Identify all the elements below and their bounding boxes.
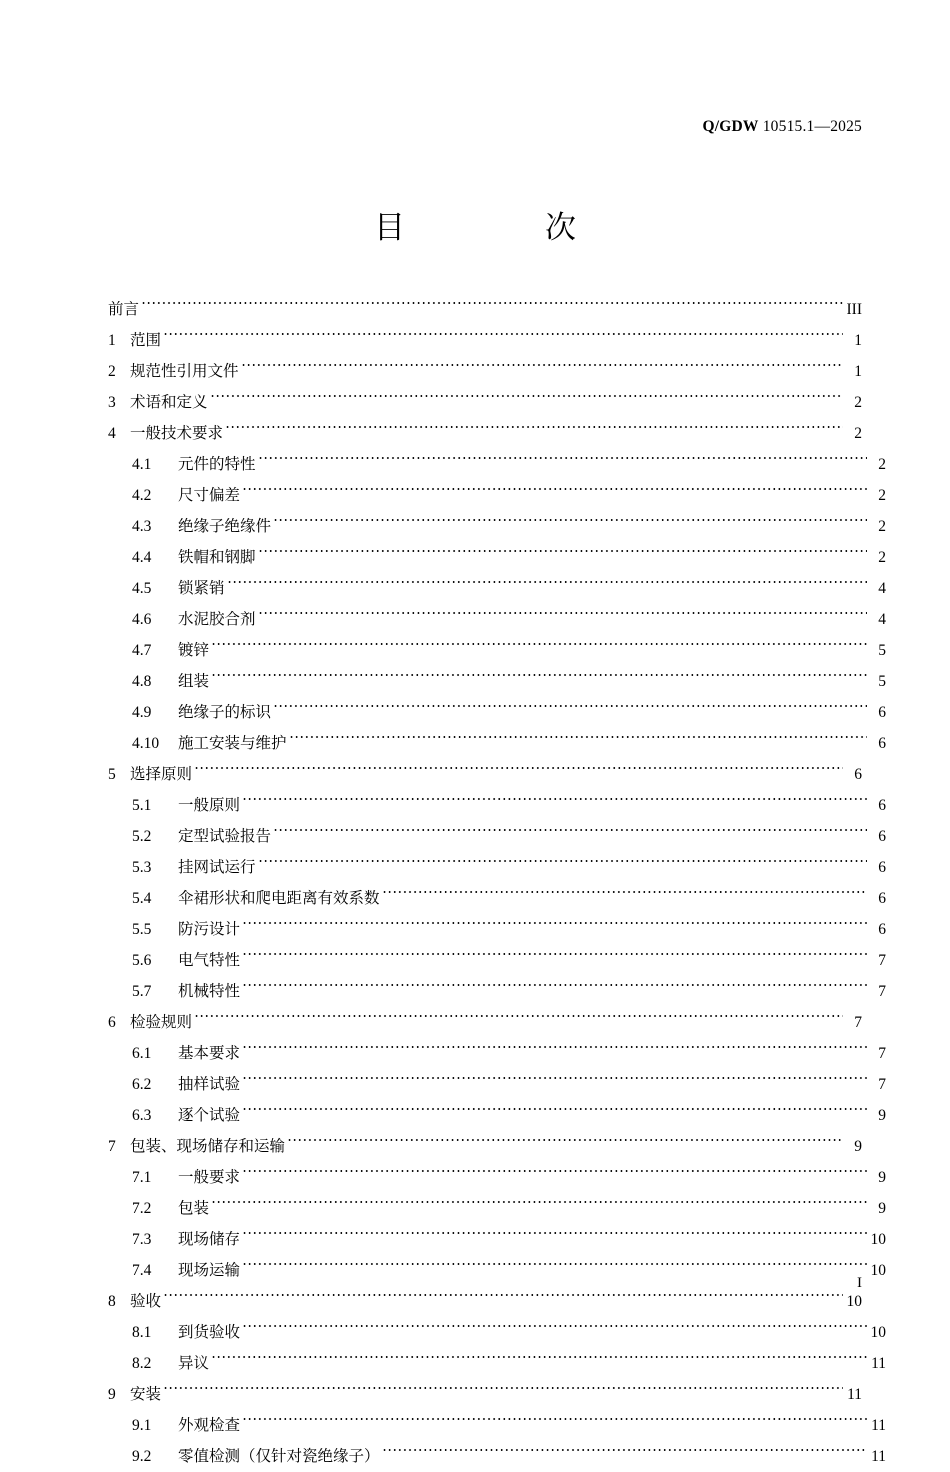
toc-entry-label: 包装 (178, 1200, 210, 1217)
document-header-standard-number (703, 118, 862, 136)
toc-entry-label: 铁帽和钢脚 (178, 549, 256, 566)
toc-entry-page-number: 5 (878, 673, 886, 690)
toc-entry-label: 验收 (130, 1293, 162, 1310)
toc-entry-page-number: 6 (878, 890, 886, 907)
toc-entry-number: 5.5 (132, 921, 152, 938)
toc-entry-page-number: 1 (854, 332, 862, 349)
toc-entry-page-number: 9 (878, 1107, 886, 1124)
toc-entry[interactable] (108, 283, 862, 318)
toc-entry-label: 机械特性 (178, 983, 241, 1000)
toc-entry-label: 检验规则 (130, 1014, 193, 1031)
toc-entry-number: 4.1 (132, 456, 152, 473)
toc-entry-page-number: 10 (846, 1293, 862, 1310)
toc-entry-number: 9 (108, 1386, 116, 1403)
toc-entry-page-number: 7 (878, 983, 886, 1000)
toc-entry-label: 选择原则 (130, 766, 193, 783)
toc-entry-label: 一般原则 (178, 797, 241, 814)
toc-entry-label: 零值检测（仅针对瓷绝缘子） (178, 1448, 380, 1465)
page-folio: I (857, 1275, 862, 1291)
toc-entry-page-number: 7 (854, 1014, 862, 1031)
toc-entry-label: 逐个试验 (178, 1107, 241, 1124)
toc-entry-page-number: 10 (870, 1231, 886, 1248)
toc-entry-number: 5.4 (132, 890, 152, 907)
toc-dot-leader (211, 655, 867, 686)
toc-dot-leader (242, 469, 867, 500)
toc-entry[interactable] (108, 624, 886, 659)
toc-entry-number: 4.7 (132, 642, 152, 659)
toc-entry-page-number: 11 (871, 1448, 886, 1465)
toc-entry-number: 5.2 (132, 828, 152, 845)
toc-dot-leader (211, 1337, 867, 1368)
toc-dot-leader (258, 593, 867, 624)
toc-entry[interactable] (108, 1337, 886, 1372)
toc-entry-number: 4 (108, 425, 116, 442)
toc-entry-label: 一般技术要求 (130, 425, 224, 442)
toc-dot-leader (382, 872, 867, 903)
toc-dot-leader (194, 748, 843, 779)
toc-dot-leader (273, 500, 867, 531)
toc-entry[interactable] (108, 1213, 886, 1248)
toc-entry-number: 6.3 (132, 1107, 152, 1124)
toc-entry-label: 电气特性 (178, 952, 241, 969)
toc-entry-page-number: 2 (878, 487, 886, 504)
toc-dot-leader (242, 779, 867, 810)
toc-entry[interactable] (108, 1275, 862, 1310)
toc-entry-page-number: 4 (878, 580, 886, 597)
toc-dot-leader (242, 1306, 867, 1337)
toc-entry-page-number: 6 (878, 704, 886, 721)
toc-entry-number: 4.8 (132, 673, 152, 690)
toc-entry-page-number: 9 (878, 1200, 886, 1217)
toc-dot-leader (194, 996, 843, 1027)
toc-entry-number: 3 (108, 394, 116, 411)
toc-dot-leader (242, 903, 867, 934)
toc-entry-number: 4.9 (132, 704, 152, 721)
toc-dot-leader (258, 438, 867, 469)
table-of-contents (108, 283, 886, 1465)
toc-entry[interactable] (108, 748, 862, 783)
toc-entry-number: 6.2 (132, 1076, 152, 1093)
toc-entry-number: 5 (108, 766, 116, 783)
toc-entry-number: 5.7 (132, 983, 152, 1000)
toc-dot-leader (242, 934, 867, 965)
toc-entry-page-number: 4 (878, 611, 886, 628)
toc-entry-page-number: 2 (878, 549, 886, 566)
toc-entry-label: 现场储存 (178, 1231, 241, 1248)
toc-dot-leader (273, 810, 867, 841)
toc-entry-number: 7.1 (132, 1169, 152, 1186)
standard-prefix: Q/GDW (702, 118, 759, 135)
toc-entry-page-number: 7 (878, 1076, 886, 1093)
toc-dot-leader (289, 717, 867, 748)
toc-entry-number: 5.3 (132, 859, 152, 876)
toc-entry[interactable] (108, 1306, 886, 1341)
toc-entry-label: 定型试验报告 (178, 828, 272, 845)
toc-entry-label: 防污设计 (178, 921, 241, 938)
toc-entry-label: 元件的特性 (178, 456, 256, 473)
toc-dot-leader (163, 1275, 843, 1306)
toc-entry-number: 6 (108, 1014, 116, 1031)
toc-entry-label: 异议 (178, 1355, 210, 1372)
toc-entry-number: 4.2 (132, 487, 152, 504)
toc-dot-leader (242, 1058, 867, 1089)
toc-entry-label: 一般要求 (178, 1169, 241, 1186)
toc-entry-label: 水泥胶合剂 (178, 611, 256, 628)
toc-entry-page-number: 7 (878, 952, 886, 969)
toc-entry-page-number: 9 (854, 1138, 862, 1155)
toc-entry-number: 9.2 (132, 1448, 152, 1465)
page-title: 目 次 (374, 210, 602, 245)
toc-entry-number: 4.3 (132, 518, 152, 535)
toc-entry-number: 1 (108, 332, 116, 349)
toc-entry-page-number: 11 (871, 1355, 886, 1372)
toc-entry[interactable] (108, 376, 862, 411)
toc-entry-label: 绝缘子的标识 (178, 704, 272, 721)
toc-entry-label: 尺寸偏差 (178, 487, 241, 504)
toc-dot-leader (242, 1027, 867, 1058)
toc-entry[interactable] (108, 686, 886, 721)
toc-dot-leader (241, 345, 843, 376)
toc-entry[interactable] (108, 345, 862, 380)
toc-entry-page-number: 6 (878, 797, 886, 814)
toc-entry[interactable] (108, 779, 886, 814)
toc-dot-leader (242, 1399, 867, 1430)
toc-entry-label: 抽样试验 (178, 1076, 241, 1093)
toc-entry-page-number: 11 (871, 1417, 886, 1434)
toc-dot-leader (242, 1244, 867, 1275)
toc-dot-leader (258, 531, 867, 562)
toc-entry-number: 4.4 (132, 549, 152, 566)
toc-entry-label: 包装、现场储存和运输 (130, 1138, 286, 1155)
toc-entry[interactable] (108, 1368, 862, 1403)
toc-entry[interactable] (108, 1027, 886, 1062)
toc-entry-label: 范围 (130, 332, 162, 349)
toc-entry-number: 7.3 (132, 1231, 152, 1248)
toc-dot-leader (242, 1089, 867, 1120)
toc-entry-page-number: 6 (878, 828, 886, 845)
toc-entry-label: 规范性引用文件 (130, 363, 239, 380)
toc-entry-label: 伞裙形状和爬电距离有效系数 (178, 890, 380, 907)
toc-entry-label: 组装 (178, 673, 210, 690)
toc-entry-page-number: 1 (854, 363, 862, 380)
toc-entry-number: 8.2 (132, 1355, 152, 1372)
toc-entry-label: 基本要求 (178, 1045, 241, 1062)
toc-dot-leader (211, 1182, 867, 1213)
toc-entry-number: 7.2 (132, 1200, 152, 1217)
toc-dot-leader (141, 283, 843, 314)
toc-entry-page-number: 5 (878, 642, 886, 659)
toc-entry-label: 挂网试运行 (178, 859, 256, 876)
toc-entry-number: 4.6 (132, 611, 152, 628)
toc-entry-label: 施工安装与维护 (178, 735, 287, 752)
toc-entry-number: 5.1 (132, 797, 152, 814)
toc-entry-page-number: 2 (878, 518, 886, 535)
toc-entry-number: 7.4 (132, 1262, 152, 1279)
toc-entry-page-number: 2 (854, 394, 862, 411)
toc-entry[interactable] (108, 407, 862, 442)
toc-entry-label: 镀锌 (178, 642, 210, 659)
toc-dot-leader (163, 1368, 843, 1399)
toc-entry-label: 术语和定义 (130, 394, 208, 411)
toc-entry-page-number: 9 (878, 1169, 886, 1186)
toc-entry-number: 4.10 (132, 735, 160, 752)
toc-entry-number: 5.6 (132, 952, 152, 969)
toc-entry-page-number: 2 (878, 456, 886, 473)
toc-entry-page-number: 6 (854, 766, 862, 783)
toc-entry[interactable] (108, 1182, 886, 1217)
toc-entry-number: 6.1 (132, 1045, 152, 1062)
toc-dot-leader (242, 1151, 867, 1182)
toc-entry-label: 绝缘子绝缘件 (178, 518, 272, 535)
toc-entry-page-number: 10 (870, 1324, 886, 1341)
toc-dot-leader (273, 686, 867, 717)
toc-dot-leader (227, 562, 867, 593)
toc-entry[interactable] (108, 314, 862, 349)
toc-entry-label: 现场运输 (178, 1262, 241, 1279)
toc-entry-page-number: 2 (854, 425, 862, 442)
toc-dot-leader (382, 1430, 867, 1461)
toc-dot-leader (287, 1120, 843, 1151)
toc-entry-number: 2 (108, 363, 116, 380)
toc-entry-page-number: 6 (878, 921, 886, 938)
toc-entry-number: 8.1 (132, 1324, 152, 1341)
toc-entry-label: 到货验收 (178, 1324, 241, 1341)
toc-entry-number: 7 (108, 1138, 116, 1155)
toc-entry[interactable] (108, 1399, 886, 1434)
toc-entry-page-number: 10 (870, 1262, 886, 1279)
toc-entry-number: 9.1 (132, 1417, 152, 1434)
toc-dot-leader (242, 1213, 867, 1244)
toc-dot-leader (258, 841, 867, 872)
toc-entry-page-number: 6 (878, 859, 886, 876)
toc-entry-number: 8 (108, 1293, 116, 1310)
toc-entry-label: 前言 (108, 301, 140, 318)
toc-dot-leader (163, 314, 843, 345)
toc-dot-leader (211, 624, 867, 655)
toc-entry-label: 外观检查 (178, 1417, 241, 1434)
toc-entry[interactable] (108, 655, 886, 690)
toc-entry-number: 4.5 (132, 580, 152, 597)
toc-entry[interactable] (108, 996, 862, 1031)
toc-dot-leader (225, 407, 843, 438)
toc-entry-label: 安装 (130, 1386, 162, 1403)
toc-dot-leader (242, 965, 867, 996)
toc-entry-label: 锁紧销 (178, 580, 225, 597)
toc-entry-page-number: III (846, 301, 862, 318)
toc-dot-leader (210, 376, 843, 407)
toc-entry-page-number: 7 (878, 1045, 886, 1062)
toc-entry-page-number: 11 (847, 1386, 862, 1403)
toc-entry-page-number: 6 (878, 735, 886, 752)
standard-number: 10515.1—2025 (762, 118, 862, 135)
